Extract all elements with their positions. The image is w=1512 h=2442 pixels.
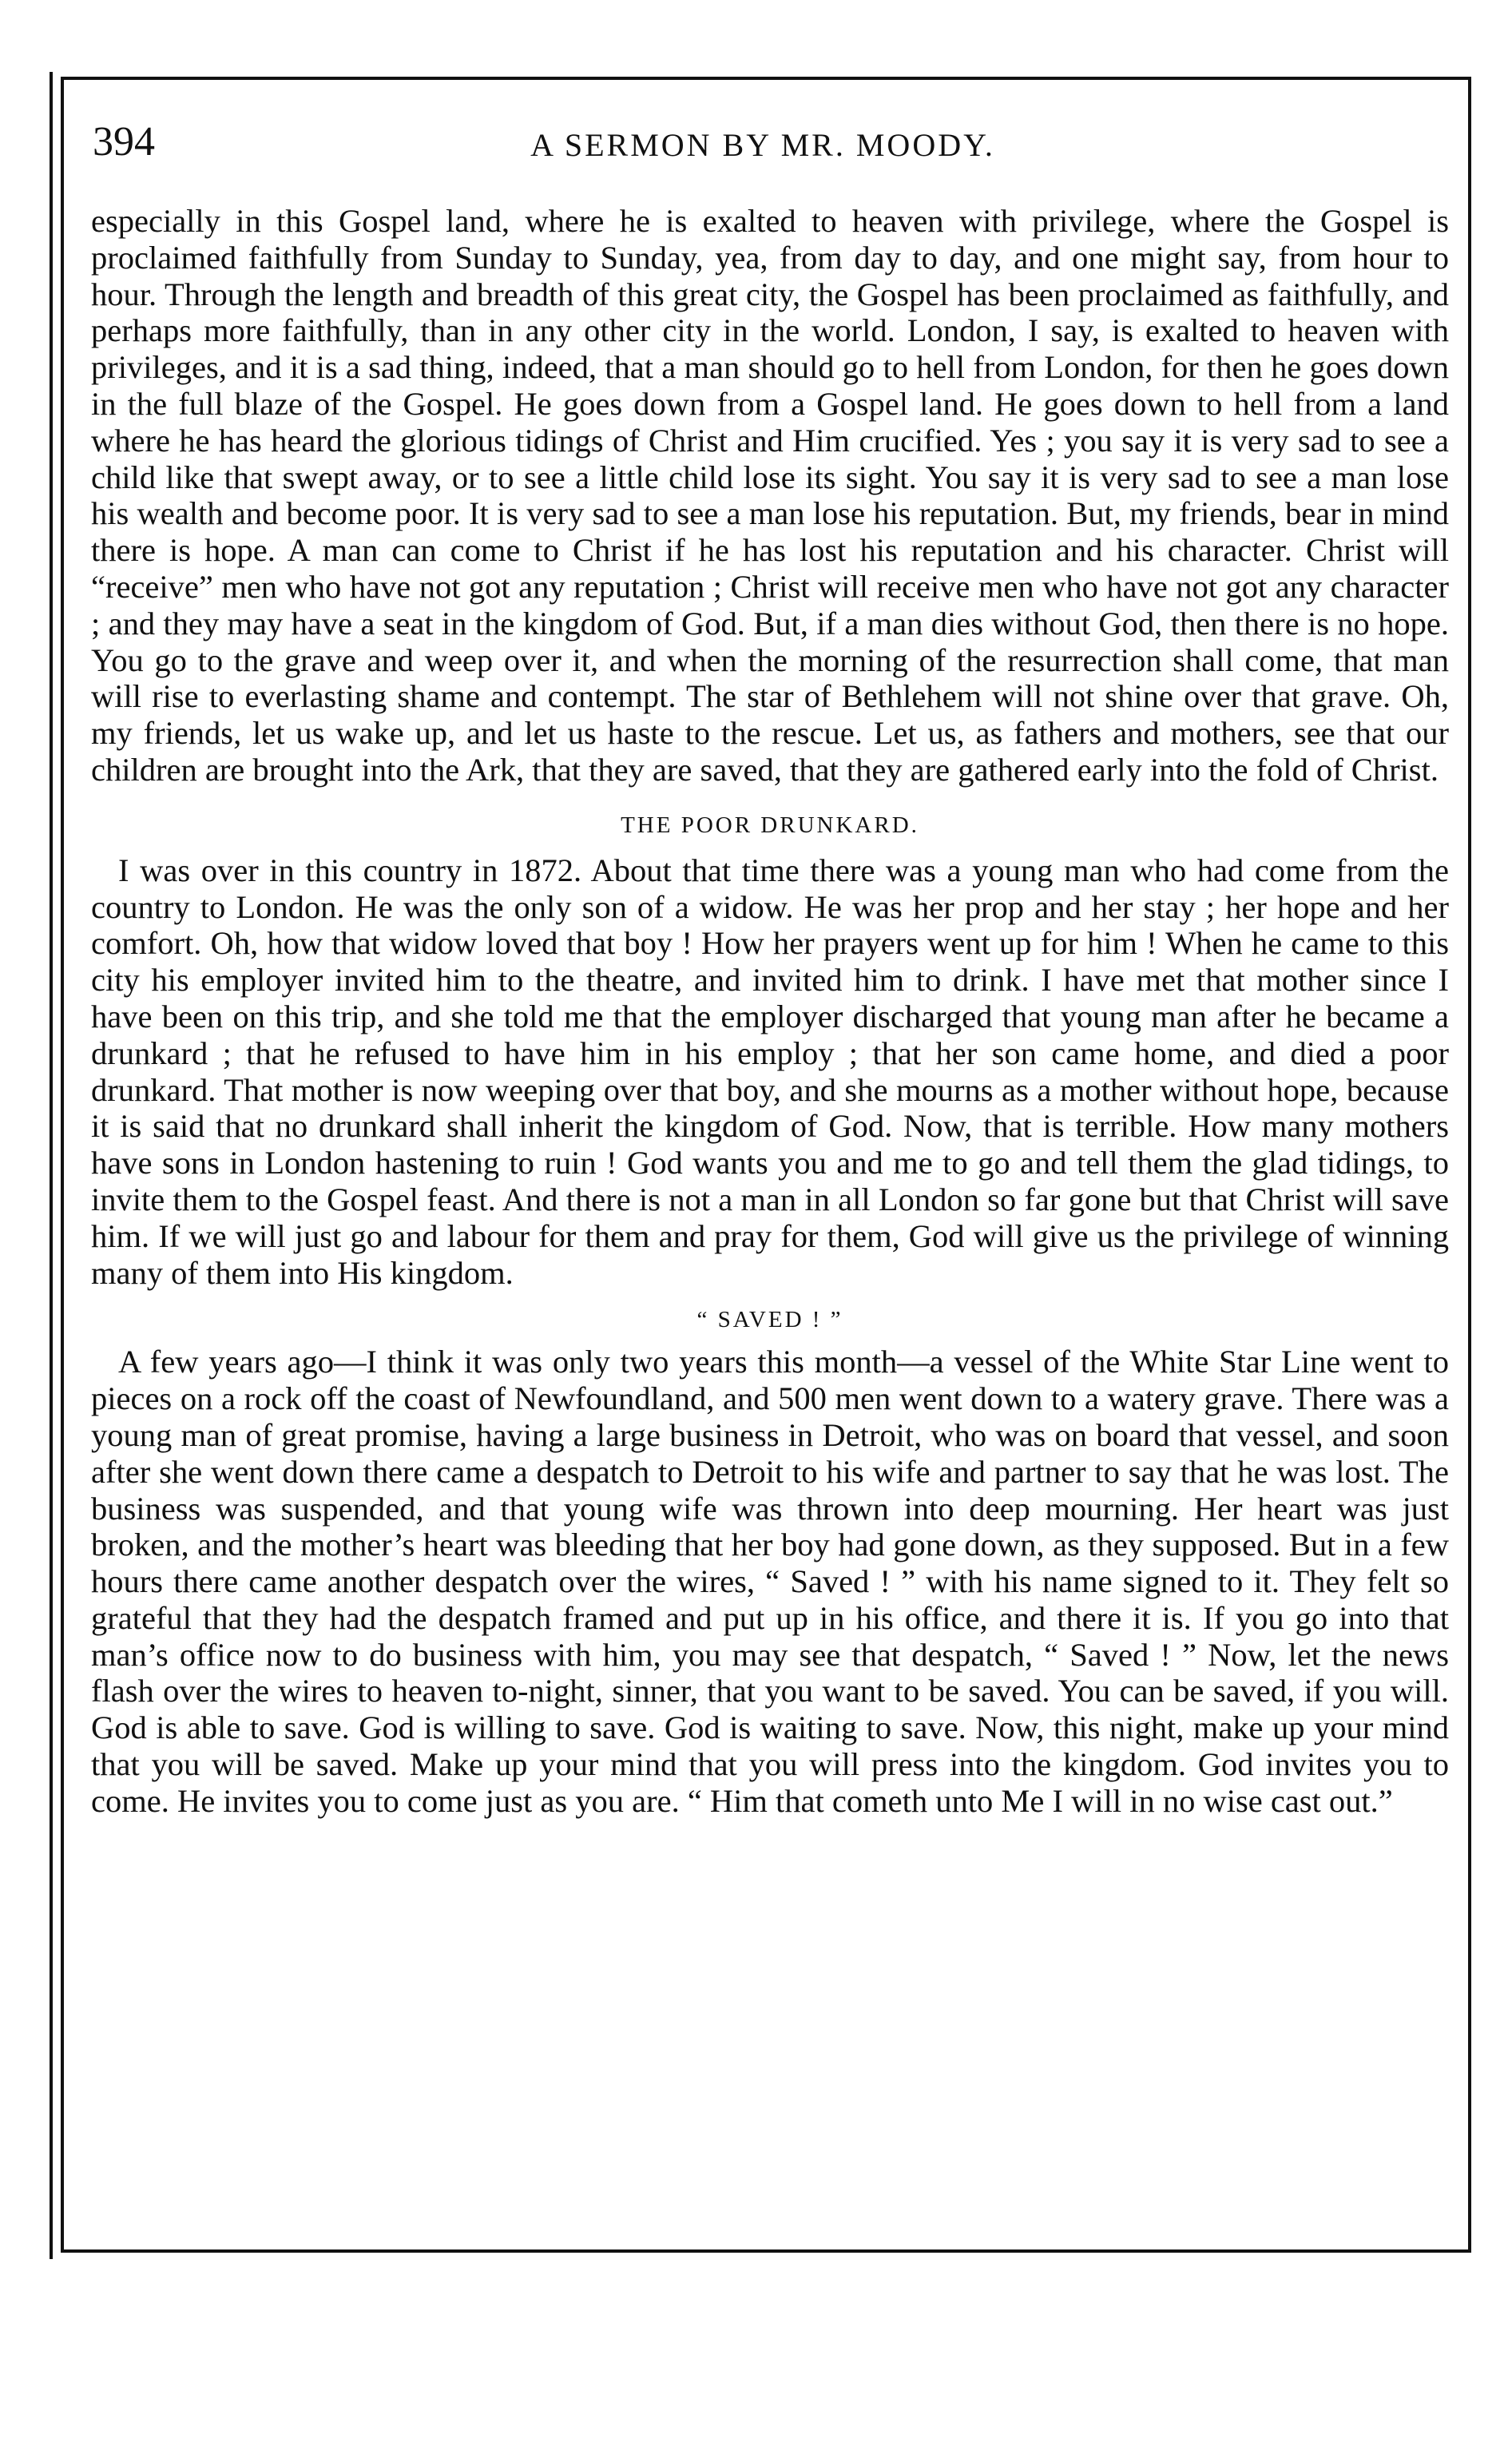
section-paragraph-poor-drunkard: I was over in this country in 1872. About that time there was a young man who had come from the country to London. He was the only son of a widow. He was her prop and her stay ; her hope and her comfort. Oh, how that widow loved that boy ! How her prayers went up for him ! When he came to this city his employer invited him to the theatre, and invited him to drink. I have met that mother since I have been on this trip, and she told me that the employer discharged that young man after he became a drunkard ; that he refused to have him in his employ ; that her son came home, and died a poor drunkard. That mother is now weeping over that boy, and she mourns as a mother without hope, because it is said that no drunkard shall inherit the kingdom of God. Now, that is terrible. How many mothers have sons in London hastening to ruin ! God wants you and me to go and tell them the glad tidings, to invite them to the Gospel feast. And there is not a man in all London so far gone but that Christ will save him. If we will just go and labour for them and pray for them, God will give us the privilege of winning many of them into His kingdom. [91,852,1449,1291]
section-paragraph-saved: A few years ago—I think it was only two years this month—a vessel of the White Star Line went to pieces on a rock off the coast of Newfoundland, and 500 men went down to a watery grave. There was a young man of great promise, having a large business in Detroit, who was on board that vessel, and soon after she went down there came a despatch to Detroit to his wife and partner to say that he was lost. The business was suspended, and that young wife was thrown into deep mourning. Her heart was just broken, and the mother’s heart was bleeding that her boy had gone down, as they supposed. But in a few hours there came another despatch over the wires, “ Saved ! ” with his name signed to it. They felt so grateful that they had the despatch framed and put up in his office, and there it is. If you go into that man’s office now to do business with him, you may see that despatch, “ Saved ! ” Now, let the news flash over the wires to heaven to-night, sinner, that you want to be saved. You can be saved, if you will. God is able to save. God is willing to save. God is waiting to save. Now, this night, make up your mind that you will be saved. Make up your mind that you will press into the kingdom. God invites you to come. He invites you to come just as you are. “ Him that cometh unto Me I will in no wise cast out.” [91,1344,1449,1819]
section-heading-saved: “ SAVED ! ” [696,1307,843,1333]
page-body [91,203,1449,1820]
running-title: A SERMON BY MR. MOODY. [530,127,995,163]
section-heading-poor-drunkard: THE POOR DRUNKARD. [621,812,919,838]
page-number: 394 [93,119,155,165]
page-border-left-rule [50,72,53,2259]
opening-paragraph: especially in this Gospel land, where he is exalted to heaven with privilege, where the Gospel is proclaimed faithfully from Sunday to Sunday, yea, from day to day, and one might say, from hour to hour. Through the length and breadth of this great city, the Gospel has been proclaimed as faithfully, and perhaps more faithfully, than in any other city in the world. London, I say, is exalted to heaven with privileges, and it is a sad thing, indeed, that a man should go to hell from London, for then he goes down in the full blaze of the Gospel. He goes down from a Gospel land. He goes down to hell from a land where he has heard the glorious tidings of Christ and Him crucified. Yes ; you say it is very sad to see a child like that swept away, or to see a little child lose its sight. You say it is very sad to see a man lose his wealth and become poor. It is very sad to see a man lose his reputation. But, my friends, bear in mind there is hope. A man can come to Christ if he has lost his reputation and his character. Christ will “receive” men who have not got any reputation ; Christ will receive men who have not got any character ; and they may have a seat in the kingdom of God. But, if a man dies without God, then there is no hope. You go to the grave and weep over it, and when the morning of the resurrection shall come, that man will rise to everlasting shame and contempt. The star of Bethlehem will not shine over that grave. Oh, my friends, let us wake up, and let us haste to the rescue. Let us, as fathers and mothers, see that our children are brought into the Ark, that they are saved, that they are gathered early into the fold of Christ. [91,203,1449,788]
page-header [72,118,1454,182]
